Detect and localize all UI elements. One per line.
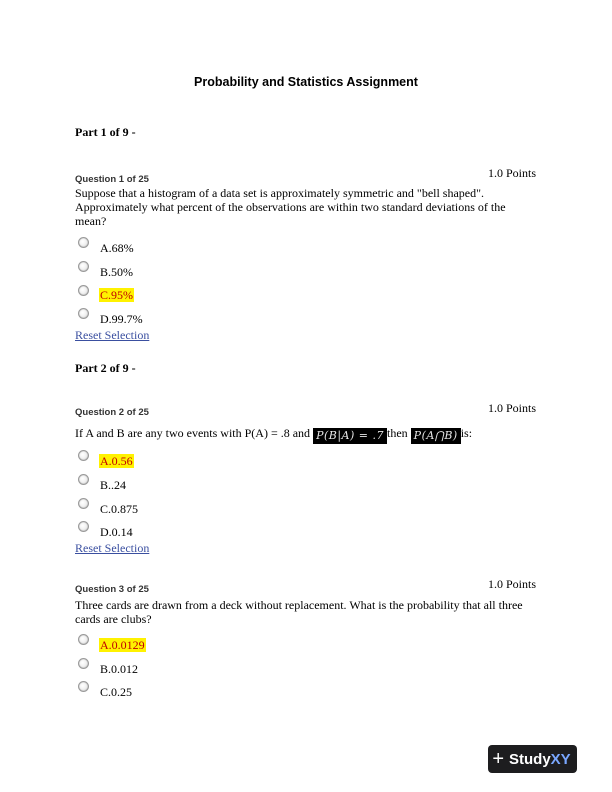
question-1-option-a-label[interactable]: A.68% bbox=[100, 241, 134, 255]
plus-icon: + bbox=[492, 748, 504, 770]
question-2-reset-selection-link[interactable]: Reset Selection bbox=[75, 541, 150, 555]
intersection-probability-formula-image: P(A⋂B) bbox=[411, 428, 461, 444]
question-1-option-b-label[interactable]: B.50% bbox=[100, 265, 133, 279]
question-2-text-after: is: bbox=[460, 426, 473, 440]
question-2-option-d-radio[interactable] bbox=[78, 521, 89, 532]
question-2-option-a-label[interactable] bbox=[99, 454, 134, 468]
question-3-text: Three cards are drawn from a deck without replacement. What is the probability that all three cards are clubs? bbox=[75, 598, 523, 626]
question-2-option-d-label[interactable]: D.0.14 bbox=[100, 525, 133, 539]
question-1-option-c-radio[interactable] bbox=[78, 285, 89, 296]
question-2-text bbox=[75, 424, 545, 444]
question-3-option-a-radio[interactable] bbox=[78, 634, 89, 645]
question-3-option-c-label[interactable]: C.0.25 bbox=[100, 685, 133, 699]
question-2-option-c-label[interactable]: C.0.875 bbox=[100, 502, 139, 516]
question-3-option-b-radio[interactable] bbox=[78, 658, 89, 669]
highlighted-answer: A.0.0129 bbox=[100, 638, 145, 652]
part-2-heading: Part 2 of 9 - bbox=[75, 361, 136, 375]
studyxy-logo-badge[interactable] bbox=[488, 745, 577, 773]
question-1-reset-selection-link[interactable]: Reset Selection bbox=[75, 328, 150, 342]
question-1-option-b-radio[interactable] bbox=[78, 261, 89, 272]
question-3-points: 1.0 Points bbox=[487, 577, 536, 591]
brand-name-xy: XY bbox=[550, 750, 571, 768]
question-2-points: 1.0 Points bbox=[487, 401, 536, 415]
question-2-option-b-label[interactable]: B..24 bbox=[100, 478, 127, 492]
question-3-label: Question 3 of 25 bbox=[75, 584, 149, 595]
question-1-points: 1.0 Points bbox=[487, 166, 536, 180]
question-1-text: Suppose that a histogram of a data set is approximately symmetric and "bell shaped". Approximately what percent of the observations are within two standard deviations of the mean? bbox=[75, 186, 506, 228]
question-1-option-d-radio[interactable] bbox=[78, 308, 89, 319]
question-2-label: Question 2 of 25 bbox=[75, 407, 149, 418]
document-title: Probability and Statistics Assignment bbox=[194, 75, 418, 89]
question-2-text-middle: then bbox=[387, 426, 408, 440]
question-1-option-d-label[interactable]: D.99.7% bbox=[100, 312, 143, 326]
question-1-option-c-label[interactable] bbox=[99, 288, 134, 302]
question-2-option-a-radio[interactable] bbox=[78, 450, 89, 461]
brand-name-study: Study bbox=[509, 750, 551, 768]
question-2-text-before: If A and B are any two events with P(A) = .8 and bbox=[75, 426, 311, 440]
part-1-heading: Part 1 of 9 - bbox=[75, 125, 136, 139]
question-2-option-b-radio[interactable] bbox=[78, 474, 89, 485]
question-1-option-a-radio[interactable] bbox=[78, 237, 89, 248]
question-1-label: Question 1 of 25 bbox=[75, 174, 149, 185]
highlighted-answer: A.0.56 bbox=[100, 454, 133, 468]
question-3-option-a-label[interactable] bbox=[99, 638, 146, 652]
question-2-option-c-radio[interactable] bbox=[78, 498, 89, 509]
question-3-option-c-radio[interactable] bbox=[78, 681, 89, 692]
highlighted-answer: C.95% bbox=[100, 288, 133, 302]
conditional-probability-formula-image: P(B|A) = .7 bbox=[313, 428, 387, 444]
question-3-option-b-label[interactable]: B.0.012 bbox=[100, 662, 139, 676]
